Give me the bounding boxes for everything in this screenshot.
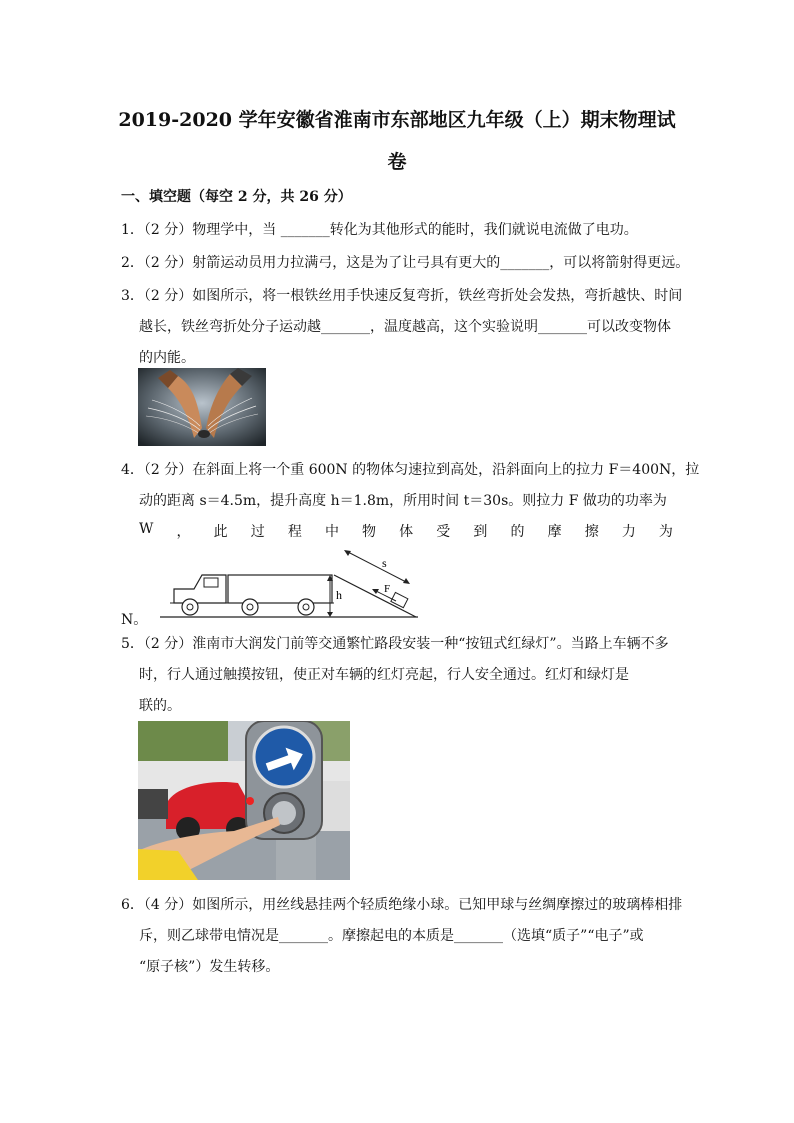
q4-char: 物 [362, 524, 377, 540]
q4-char: 擦 [584, 524, 599, 540]
question-4-line3 [139, 521, 673, 541]
question-4-line4: N。 [121, 612, 148, 628]
question-5-line3: 联的。 [139, 698, 181, 714]
q4-char: 受 [436, 524, 451, 540]
q4-char: ， [176, 524, 191, 540]
label-s: s [382, 556, 387, 570]
q4-char: 中 [324, 524, 339, 540]
q4-char: 体 [399, 524, 414, 540]
truck-incline-diagram [160, 545, 422, 623]
question-6-line1: 6．（4 分）如图所示，用丝线悬挂两个轻质绝缘小球。已知甲球与丝绸摩擦过的玻璃棒相排 [121, 897, 683, 913]
label-F: F [384, 583, 391, 595]
q4-char: 的 [510, 524, 525, 540]
question-6-line2: 斥，则乙球带电情况是_______。摩擦起电的本质是_______（选填“质子”“电子”或 [139, 928, 644, 944]
question-4-line2: 动的距离 s＝4.5m，提升高度 h＝1.8m，所用时间 t＝30s。则拉力 F 做功的功率为 [139, 493, 667, 509]
q4-char: 力 [621, 524, 636, 540]
q4-char: 过 [250, 524, 265, 540]
page-title-line2: 卷 [387, 151, 407, 173]
pedestrian-button-photo [138, 721, 350, 880]
wire-bending-photo [138, 368, 266, 446]
section-heading: 一、填空题（每空 2 分，共 26 分） [121, 189, 352, 205]
question-2: 2．（2 分）射箭运动员用力拉满弓，这是为了让弓具有更大的_______，可以将箭射得更远。 [121, 255, 690, 271]
question-5-line2: 时，行人通过触摸按钮，使正对车辆的红灯亮起，行人安全通过。红灯和绿灯是 [139, 667, 629, 683]
question-3-line2: 越长，铁丝弯折处分子运动越_______，温度越高，这个实验说明_______可以改变物体 [139, 319, 671, 335]
q4-char: W [139, 521, 154, 537]
q4-char: 为 [658, 524, 673, 540]
label-h: h [336, 588, 342, 602]
question-4-line1: 4．（2 分）在斜面上将一个重 600N 的物体匀速拉到高处，沿斜面向上的拉力 F＝400N，拉 [121, 462, 700, 478]
question-6-line3: “原子核”）发生转移。 [139, 959, 280, 975]
question-3-line3: 的内能。 [139, 350, 195, 366]
question-3-line1: 3．（2 分）如图所示，将一根铁丝用手快速反复弯折，铁丝弯折处会发热，弯折越快、时间 [121, 288, 683, 304]
q4-char: 程 [287, 524, 302, 540]
question-1: 1．（2 分）物理学中，当 _______转化为其他形式的能时，我们就说电流做了电功。 [121, 222, 638, 238]
q4-char: 此 [213, 524, 228, 540]
question-5-line1: 5．（2 分）淮南市大润发门前等交通繁忙路段安装一种“按钮式红绿灯”。当路上车辆不多 [121, 636, 669, 652]
page-title-line1: 2019-2020 学年安徽省淮南市东部地区九年级（上）期末物理试 [118, 109, 676, 131]
q4-char: 到 [473, 524, 488, 540]
q4-char: 摩 [547, 524, 562, 540]
